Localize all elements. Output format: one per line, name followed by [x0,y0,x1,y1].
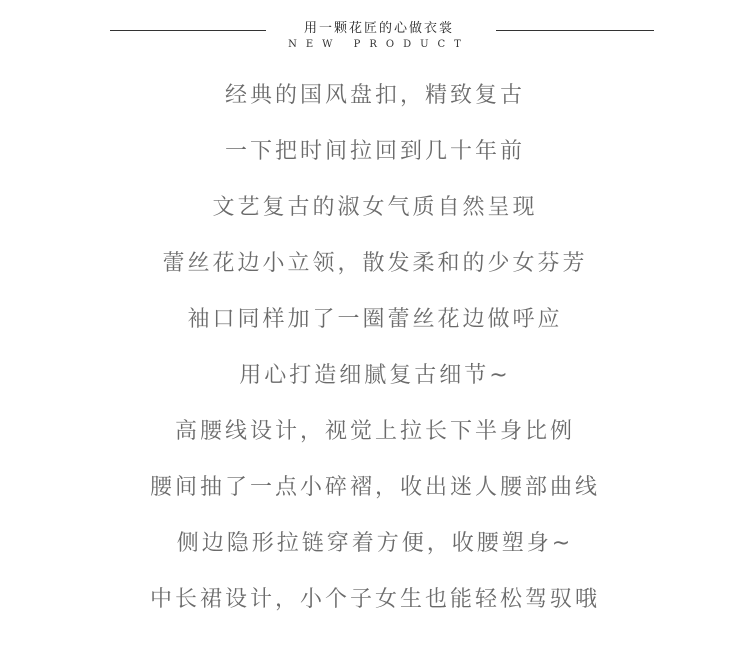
description-line: 经典的国风盘扣，精致复古 [224,83,525,108]
section-header [0,0,750,60]
description-line: 文艺复古的淑女气质自然呈现 [212,195,538,220]
description-line: 蕾丝花边小立领，散发柔和的少女芬芳 [162,251,588,276]
header-subtitle: NEW PRODUCT [288,39,470,50]
description-line: 侧边隐形拉链穿着方便，收腰塑身~ [176,531,574,556]
description-line: 腰间抽了一点小碎褶，收出迷人腰部曲线 [149,475,600,500]
product-description [0,68,750,628]
description-line: 袖口同样加了一圈蕾丝花边做呼应 [187,307,563,332]
description-line: 用心打造细腻复古细节~ [239,363,511,388]
header-title: 用一颗花匠的心做衣裳 [303,21,454,36]
description-line: 中长裙设计，小个子女生也能轻松驾驭哦 [149,587,600,612]
description-line: 高腰线设计，视觉上拉长下半身比例 [174,419,575,444]
description-line: 一下把时间拉回到几十年前 [224,139,525,164]
